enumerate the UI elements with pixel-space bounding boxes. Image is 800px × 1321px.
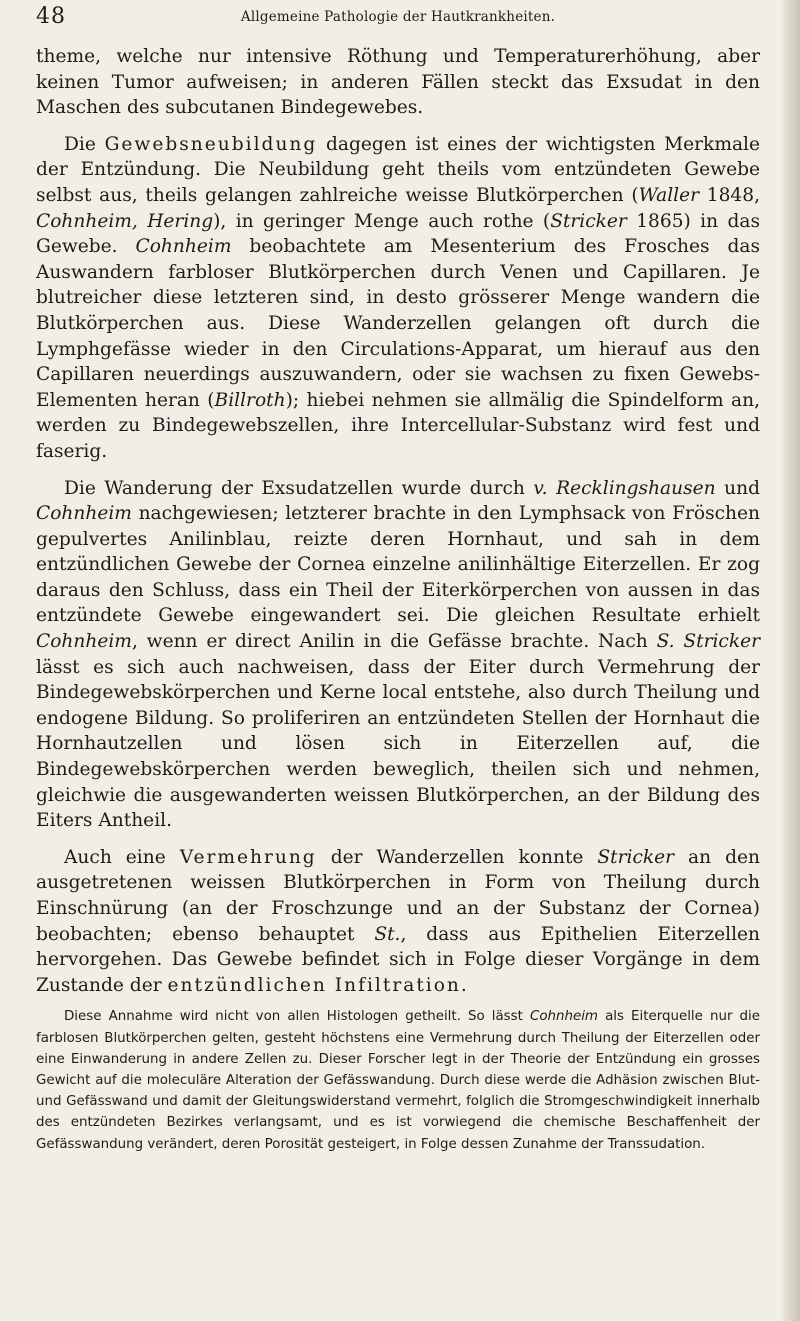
paragraph-4 xyxy=(36,845,760,999)
text-span: als Eiterquelle nur die farblosen Blutkörperchen gelten, gesteht höchstens eine Vermehrung durch Theilung der Eiterzellen oder eine Einwanderung in andere Zellen zu. Dieser Forscher legt in der Theorie der Entzündung ein grosses Gewicht auf die moleculäre Alteration der Gefässwandung. Durch diese werde die Adhäsion zwischen Blut- und Gefässwand und damit der Gleitungswiderstand vermehrt, folglich die Stromgeschwindigkeit innerhalb des entzündeten Bezirkes verlangsamt, und es ist vorwiegend die chemische Beschaffenheit der Gefässwandung verändert, deren Porosität gesteigert, in Folge dessen Zunahme der Transsudation. xyxy=(36,1009,760,1152)
paragraph-3 xyxy=(36,476,760,834)
text-span: , wenn er direct Anilin in die Gefässe brachte. Nach xyxy=(131,631,657,653)
text-span: . xyxy=(460,974,467,996)
author-reference: Waller xyxy=(638,184,700,206)
spaced-term: entzündlichen Infiltration xyxy=(167,974,461,996)
author-reference: St. xyxy=(374,923,401,945)
text-span: beobachtete am Mesenterium des Frosches das Auswandern farbloser Blutkörperchen durch Venen und Capillaren. Je blutreicher diese letzteren sind, in desto grösserer Menge wandern die Blutkörperchen aus. Diese Wanderzellen gelangen oft durch die Lymphgefässe wieder in den Circulations-Apparat, um hierauf aus den Capillaren neuerdings auszuwandern, oder sie wachsen zu fixen Gewebs-Elementen heran ( xyxy=(36,236,760,411)
author-reference: Cohnheim xyxy=(36,503,132,525)
text-span: Auch eine xyxy=(64,846,180,868)
author-reference: Stricker xyxy=(550,210,627,232)
text-span: lässt es sich auch nachweisen, dass der Eiter durch Vermehrung der Bindegewebskörperchen und Kerne local entstehe, also durch Theilung und endogene Bildung. So proliferiren an entzündeten Stellen der Hornhaut die Hornhautzellen und lösen sich in Eiterzellen auf, die Bindegewebskörperchen werden beweglich, theilen sich und nehmen, gleichwie die ausgewanderten weissen Blutkörperchen, an der Bildung des Eiters Antheil. xyxy=(36,656,760,832)
running-head xyxy=(36,0,760,44)
text-span: Die xyxy=(64,133,105,155)
author-reference: Cohnheim xyxy=(135,236,232,258)
text-span: Die Wanderung der Exsudatzellen wurde durch xyxy=(64,477,534,499)
running-title: Allgemeine Pathologie der Hautkrankheiten. xyxy=(240,9,556,25)
author-reference: Billroth xyxy=(214,389,286,411)
page-edge-shadow xyxy=(782,0,800,1321)
text-span: 1865) in das Gewebe. xyxy=(36,210,760,258)
text-span: theme, welche nur intensive Röthung und Temperaturerhöhung, aber keinen Tumor aufweisen; in anderen Fällen steckt das Exsudat in den Maschen des subcutanen Bindegewebes. xyxy=(36,46,760,119)
author-reference: Stricker xyxy=(597,846,675,868)
text-span: Diese Annahme wird nicht von allen Histologen getheilt. So lässt xyxy=(64,1009,530,1025)
book-page xyxy=(36,0,760,1168)
text-span: 1848, xyxy=(699,184,760,206)
spaced-term: Vermehrung xyxy=(179,846,317,868)
paragraph-1 xyxy=(36,44,760,121)
body-text xyxy=(36,44,760,998)
text-span: an den ausgetretenen weissen Blutkörperchen in Form von Theilung durch Einschnürung (an der Froschzunge und an der Substanz der Cornea) beobachten; ebenso behauptet xyxy=(36,846,760,945)
text-span: der Wanderzellen konnte xyxy=(316,846,598,868)
author-reference: Cohnheim, Hering xyxy=(36,210,214,232)
author-reference: v. Recklingshausen xyxy=(533,477,716,499)
author-reference: S. Stricker xyxy=(656,631,760,653)
text-span: dagegen ist eines der wichtigsten Merkmale der Entzündung. Die Neubildung geht theils vom entzündeten Gewebe selbst aus, theils gelangen zahlreiche weisse Blutkörperchen ( xyxy=(36,133,760,206)
author-reference: Cohnheim xyxy=(529,1009,598,1025)
author-reference: Cohnheim xyxy=(36,631,132,653)
text-span: und xyxy=(715,477,760,499)
text-span: nachgewiesen; letzterer brachte in den Lymphsack von Fröschen gepulvertes Anilinblau, reizte deren Hornhaut, und sah in dem entzündlichen Gewebe der Cornea einzelne anilinhältige Eiterzellen. Er zog daraus den Schluss, dass ein Theil der Eiterkörperchen von aussen in das entzündete Gewebe eingewandert sei. Die gleichen Resultate erhielt xyxy=(36,503,760,627)
text-span: ), in geringer Menge auch rothe ( xyxy=(213,210,551,232)
spaced-term: Gewebsneubildung xyxy=(104,133,318,155)
page-number: 48 xyxy=(36,4,66,29)
text-span: , dass aus Epithelien Eiterzellen hervorgehen. Das Gewebe befindet sich in Folge dieser Vorgänge in dem Zustande der xyxy=(36,923,760,996)
footnote xyxy=(36,1006,760,1154)
text-span: ); hiebei nehmen sie allmälig die Spindelform an, werden zu Bindegewebszellen, ihre Intercellular-Substanz wird fest und faserig. xyxy=(36,389,760,462)
paragraph-2 xyxy=(36,132,760,465)
